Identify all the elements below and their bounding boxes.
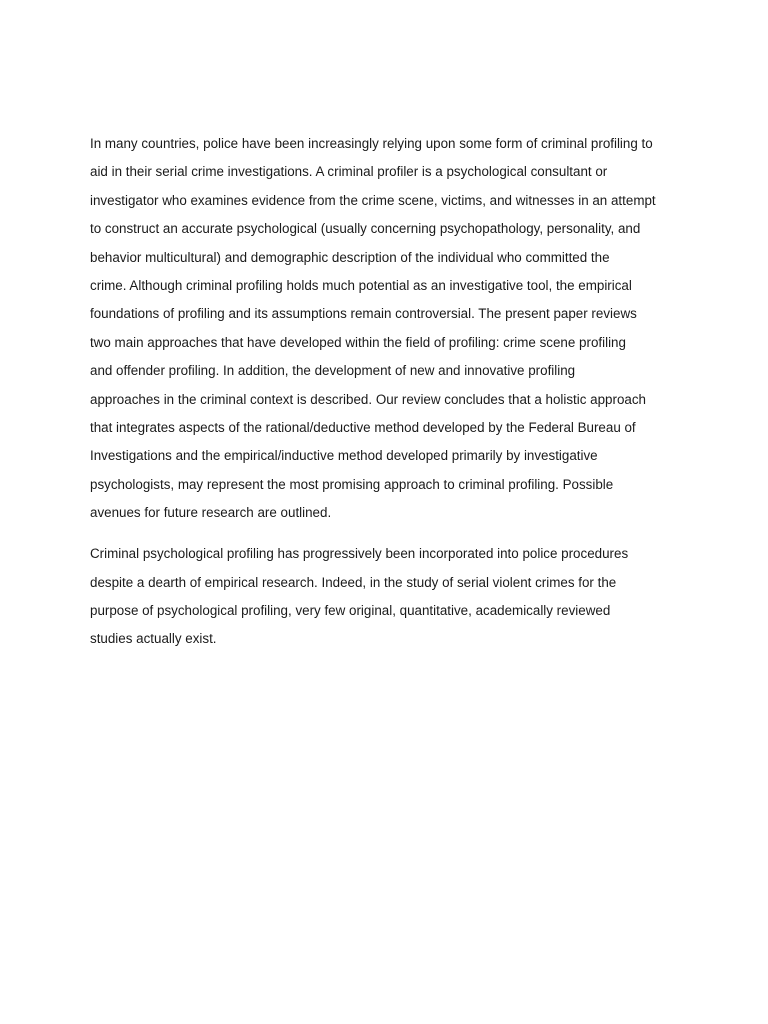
text-line: behavior multicultural) and demographic description of the individual who committed the — [90, 249, 610, 265]
paragraph-abstract — [90, 130, 690, 528]
text-line: and offender profiling. In addition, the development of new and innovative profiling — [90, 363, 576, 379]
text-line: In many countries, police have been increasingly relying upon some form of criminal profiling to — [90, 136, 653, 151]
text-line: aid in their serial crime investigations. A criminal profiler is a psychological consultant or — [90, 164, 608, 180]
text-line: purpose of psychological profiling, very few original, quantitative, academically reviewed — [90, 603, 611, 618]
text-line: Criminal psychological profiling has progressively been incorporated into police procedures — [90, 546, 629, 562]
text-line: despite a dearth of empirical research. Indeed, in the study of serial violent crimes for the — [90, 574, 617, 590]
text-line: two main approaches that have developed within the field of profiling: crime scene profiling — [90, 334, 626, 350]
text-line: foundations of profiling and its assumptions remain controversial. The present paper reviews — [90, 306, 637, 322]
text-line: psychologists, may represent the most promising approach to criminal profiling. Possible — [90, 476, 614, 492]
text-line: to construct an accurate psychological (usually concerning psychopathology, personality, and — [90, 221, 641, 237]
document-body — [90, 130, 690, 654]
text-line: crime. Although criminal profiling holds much potential as an investigative tool, the empirical — [90, 278, 632, 294]
paragraph-introduction — [90, 540, 690, 654]
text-line: avenues for future research are outlined. — [90, 505, 332, 521]
text-line: Investigations and the empirical/inductive method developed primarily by investigative — [90, 448, 598, 464]
text-line: investigator who examines evidence from the crime scene, victims, and witnesses in an attempt — [90, 192, 656, 208]
text-line: that integrates aspects of the rational/deductive method developed by the Federal Bureau of — [90, 420, 636, 436]
text-line: approaches in the criminal context is described. Our review concludes that a holistic approach — [90, 391, 646, 407]
text-line: studies actually exist. — [90, 631, 217, 647]
